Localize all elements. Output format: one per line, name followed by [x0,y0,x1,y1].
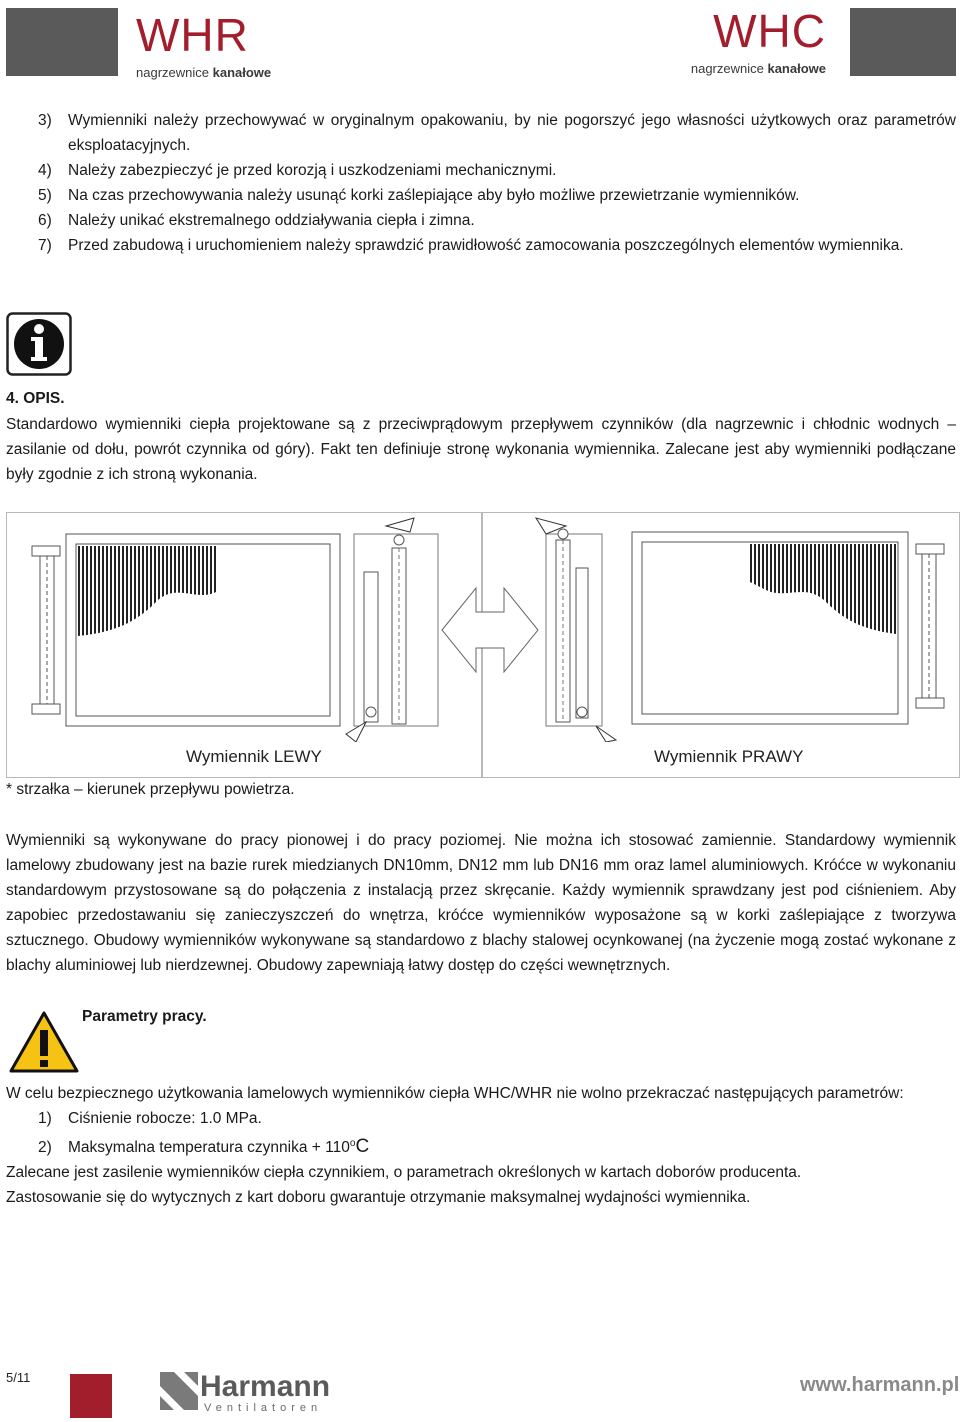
section-heading: 4. OPIS. [6,390,65,407]
footer-url[interactable]: www.harmann.pl [800,1374,960,1396]
whc-logo-sub: nagrzewnice [690,61,768,76]
whr-logo-sub-bold: kanałowe [212,65,272,80]
harmann-sub: Ventilatoren [204,1402,323,1414]
info-icon [6,312,72,376]
whr-logo-title: WHR [136,9,249,61]
list-item: 5) Na czas przechowywania należy usunąć korki zaślepiające aby było możliwe przewietrzanie wymienników. [38,187,800,204]
description-paragraph: Wymienniki są wykonywane do pracy pionowej i do pracy poziomej. Nie można ich stosować zamiennie. Standardowy wymiennik lamelowy zbudowany jest na bazie rurek miedzianych DN10mm, DN12 mm lub DN16 mm oraz lamel aluminiowych. Króćce w wykonaniu standardowym przystosowane są do połączenia z instalacją przez skręcanie. Każdy wymiennik sprawdzany jest pod ciśnieniem. Aby zapobiec przedostawaniu się zanieczyszczeń do wnętrza, króćce wymienników wyposażone są w korki zaślepiające z tworzywa sztucznego. Obudowy wymienników wykonywane są standardowo z blachy stalowej ocynkowanej (na życzenie mogą zostać wykonane z blachy aluminiowej lub nierdzewnej. Obudowy zapewniają łatwy dostęp do części wewnętrznych. [6,832,956,974]
list-item-continuation: eksploatacyjnych. [68,137,191,154]
harmann-wordmark: Harmann [200,1370,331,1403]
params-note: Zalecane jest zasilenie wymienników ciepła czynnikiem, o parametrach określonych w kartach doborów producenta. [6,1164,802,1182]
params-note: Zastosowanie się do wytycznych z kart doboru gwarantuje otrzymanie maksymalnej wydajności wymiennika. [6,1189,751,1207]
diagram-label-left: Wymiennik LEWY [186,747,322,766]
whc-logo [690,5,826,76]
params-item: 2) Maksymalna temperatura czynnika + $110^oC$ [38,1136,370,1158]
list-item: 6) Należy unikać ekstremalnego oddziaływania ciepła i zimna. [38,212,475,229]
right-exchanger-front [632,532,908,724]
params-heading: Parametry pracy. [82,1008,207,1025]
page-number: 5/11 [6,1370,31,1385]
diagram-label-right: Wymiennik PRAWY [654,747,804,766]
direction-arrows [442,588,538,672]
left-exchanger-front [66,534,340,726]
heat-exchanger-diagram [6,512,958,742]
left-exchanger-side [346,518,438,742]
warning-icon [8,1010,80,1074]
params-intro: W celu bezpiecznego użytkowania lamelowych wymienników ciepła WHC/WHR nie wolno przekraczać następujących parametrów: [6,1085,904,1102]
header-left-block [6,8,118,76]
params-block [6,1081,956,1210]
whc-logo-title: WHC [713,5,826,57]
whr-logo-sub: nagrzewnice [136,65,213,80]
footer-red-bar [70,1374,112,1418]
list-item: 7) Przed zabudową i uruchomieniem należy sprawdzić prawidłowość zamocowania poszczególnych elementów wymiennika. [38,237,904,254]
header-right-block [850,8,956,76]
storage-list [38,108,958,258]
section-paragraph: Standardowo wymienniki ciepła projektowane są z przeciwprądowym przepływem czynników (dla nagrzewnic i chłodnic wodnych – zasilanie od dołu, powrót czynnika od góry). Fakt ten definiuje stronę wykonania wymiennika. Zalecane jest aby wymienniki podłączane były zgodnie z ich stroną wykonania. [6,416,956,483]
list-item: 4) Należy zabezpieczyć je przed korozją i uszkodzeniami mechanicznymi. [38,162,557,179]
params-item: 1) Ciśnienie robocze: 1.0 MPa. [38,1110,262,1127]
whr-logo [136,9,272,80]
diagram-footnote: * strzałka – kierunek przepływu powietrza. [6,781,295,798]
right-exchanger-side [536,518,616,742]
whc-logo-sub-bold: kanałowe [767,61,826,76]
list-item: 3) Wymienniki należy przechowywać w oryginalnym opakowaniu, by nie pogorszyć jego własności użytkowych oraz parametrów [38,112,956,129]
harmann-logo-mark [160,1372,198,1410]
